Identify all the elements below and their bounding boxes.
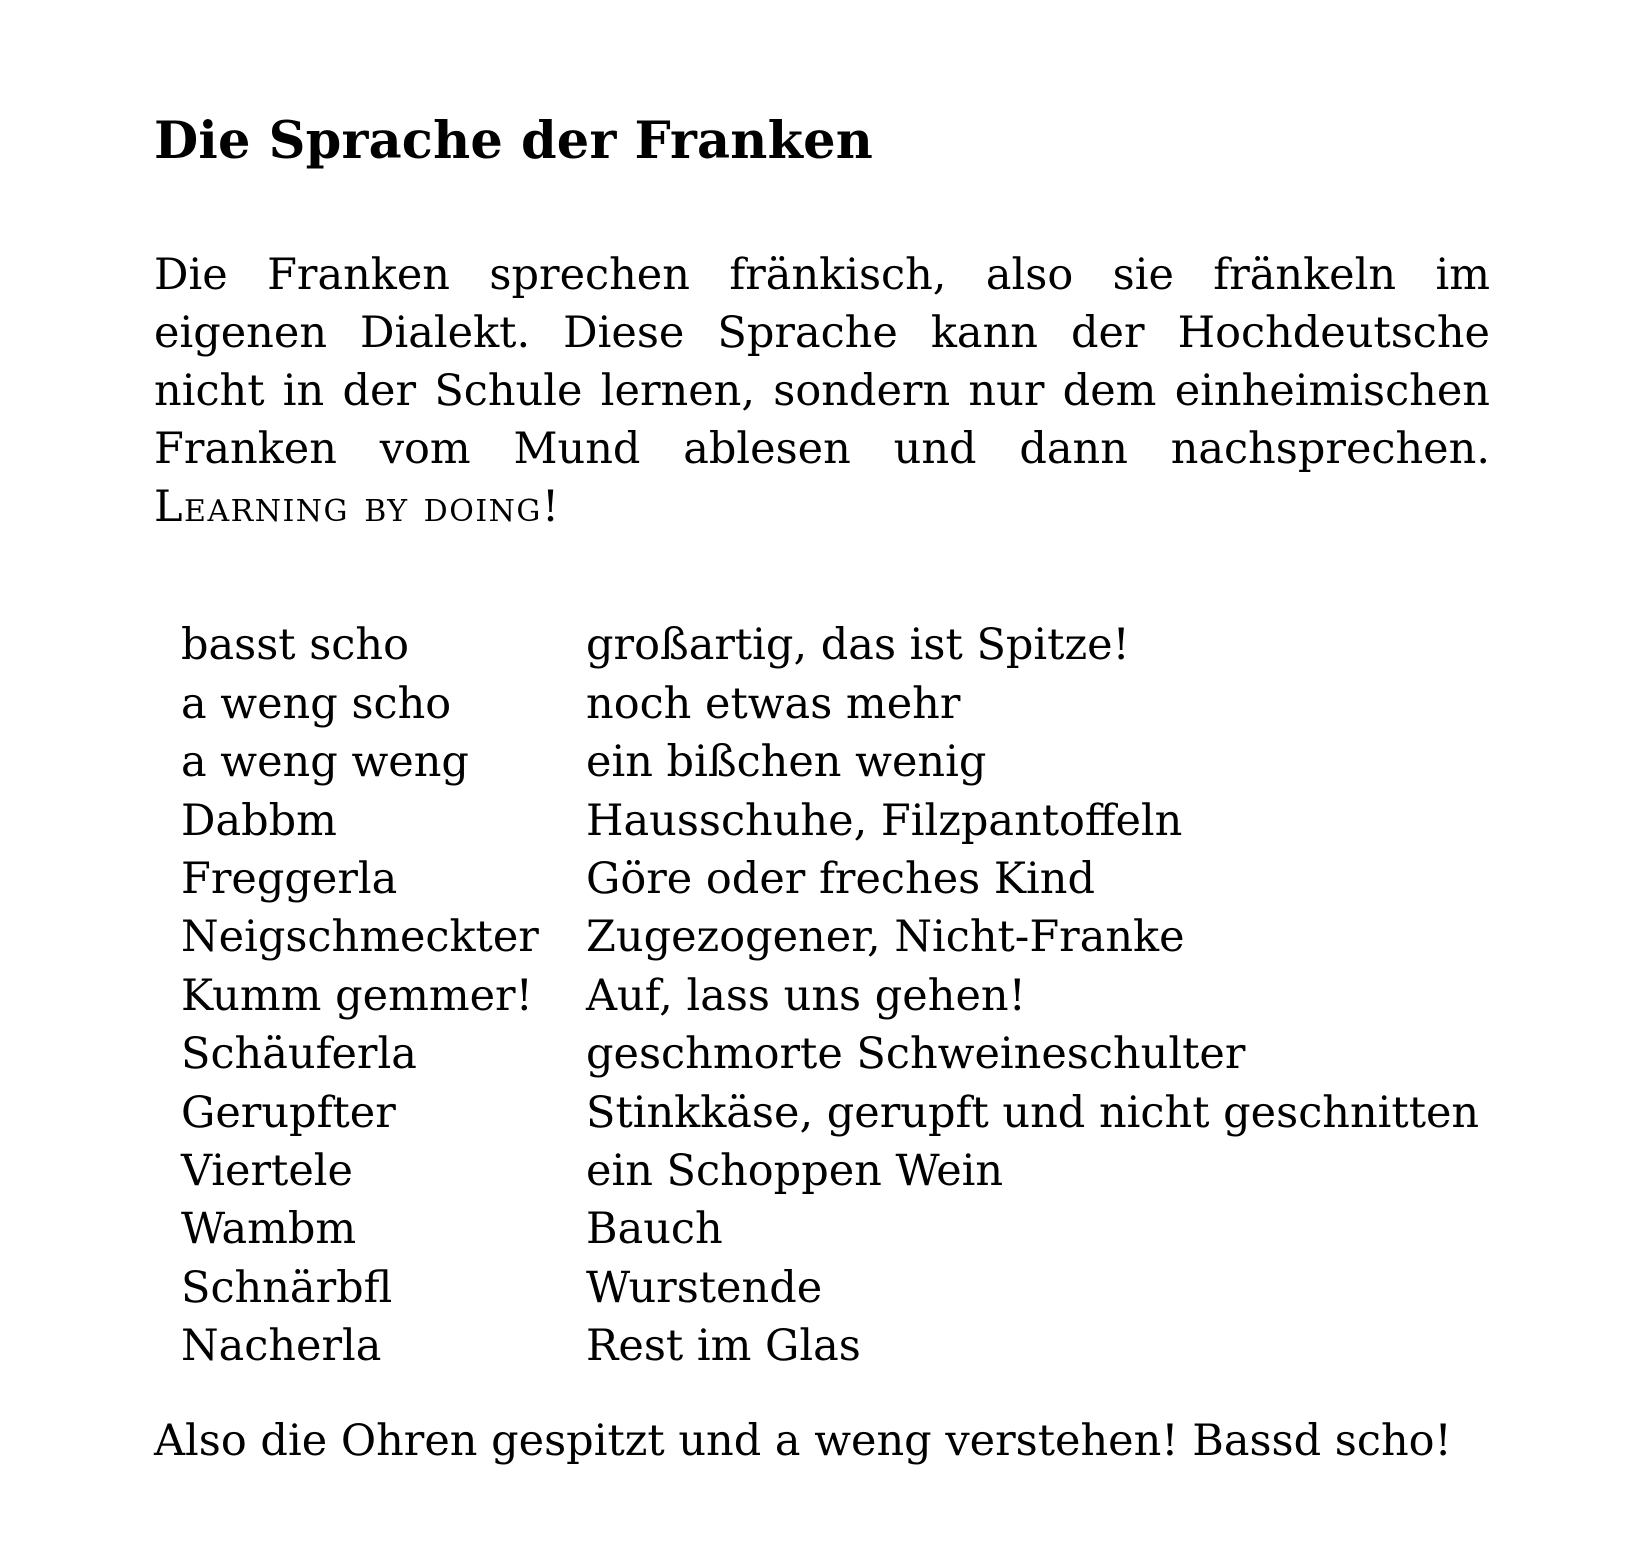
- glossary-term: basst scho: [181, 620, 409, 671]
- glossary-meaning: noch etwas mehr: [586, 678, 961, 729]
- glossary-meaning: ein bißchen wenig: [586, 737, 987, 788]
- glossary-term: a weng weng: [181, 737, 469, 788]
- glossary-row: [181, 1025, 1479, 1083]
- glossary-row: [181, 675, 1479, 733]
- glossary-term: Freggerla: [181, 853, 398, 904]
- closing-sentence: Also die Ohren gespitzt und a weng verstehen! Bassd scho!: [154, 1415, 1452, 1466]
- glossary-meaning: Göre oder freches Kind: [586, 853, 1095, 904]
- glossary-term: Viertele: [181, 1145, 353, 1196]
- glossary-meaning: ein Schoppen Wein: [586, 1145, 1004, 1196]
- glossary-meaning: großartig, das ist Spitze!: [586, 620, 1130, 671]
- intro-emphasis: Learning by doing!: [154, 482, 561, 533]
- document-page: [154, 108, 1490, 1470]
- glossary-meaning: Wurstende: [586, 1262, 823, 1313]
- glossary-term: Kumm gemmer!: [181, 970, 533, 1021]
- glossary-table: [181, 616, 1479, 1375]
- glossary-term: Schnärbfl: [181, 1262, 393, 1313]
- glossary-row: [181, 792, 1479, 850]
- glossary-term: Gerupfter: [181, 1087, 396, 1138]
- glossary-term: a weng scho: [181, 678, 452, 729]
- glossary-term: Neigschmeckter: [181, 912, 539, 963]
- glossary-row: [181, 1200, 1479, 1258]
- glossary-term: Schäuferla: [181, 1029, 417, 1080]
- glossary-term: Wambm: [181, 1204, 357, 1255]
- glossary-row: [181, 908, 1479, 966]
- glossary-meaning: Zugezogener, Nicht-Franke: [586, 912, 1185, 963]
- glossary-row: [181, 733, 1479, 791]
- glossary-meaning: Stinkkäse, gerupft und nicht geschnitten: [586, 1087, 1480, 1138]
- intro-text: Die Franken sprechen fränkisch, also sie fränkeln im eigenen Dialekt. Diese Sprache kann der Hochdeutsche nicht in der Schule lernen, sondern nur dem einheimischen Franken vom Mund ablesen und dann nachsprechen.: [154, 250, 1490, 475]
- glossary-row: [181, 1142, 1479, 1200]
- glossary-meaning: Rest im Glas: [586, 1321, 861, 1372]
- glossary-meaning: Bauch: [586, 1204, 723, 1255]
- glossary-row: [181, 1259, 1479, 1317]
- glossary-row: [181, 1084, 1479, 1142]
- glossary-meaning: geschmorte Schweineschulter: [586, 1029, 1246, 1080]
- glossary-row: [181, 850, 1479, 908]
- glossary-meaning: Auf, lass uns gehen!: [586, 970, 1026, 1021]
- glossary-term: Dabbm: [181, 795, 337, 846]
- glossary-row: [181, 967, 1479, 1025]
- page-title: Die Sprache der Franken: [154, 111, 874, 171]
- glossary-row: [181, 1317, 1479, 1375]
- glossary-row: [181, 616, 1479, 674]
- intro-paragraph: [154, 246, 1490, 536]
- glossary-meaning: Hausschuhe, Filzpantoffeln: [586, 795, 1183, 846]
- glossary-term: Nacherla: [181, 1321, 382, 1372]
